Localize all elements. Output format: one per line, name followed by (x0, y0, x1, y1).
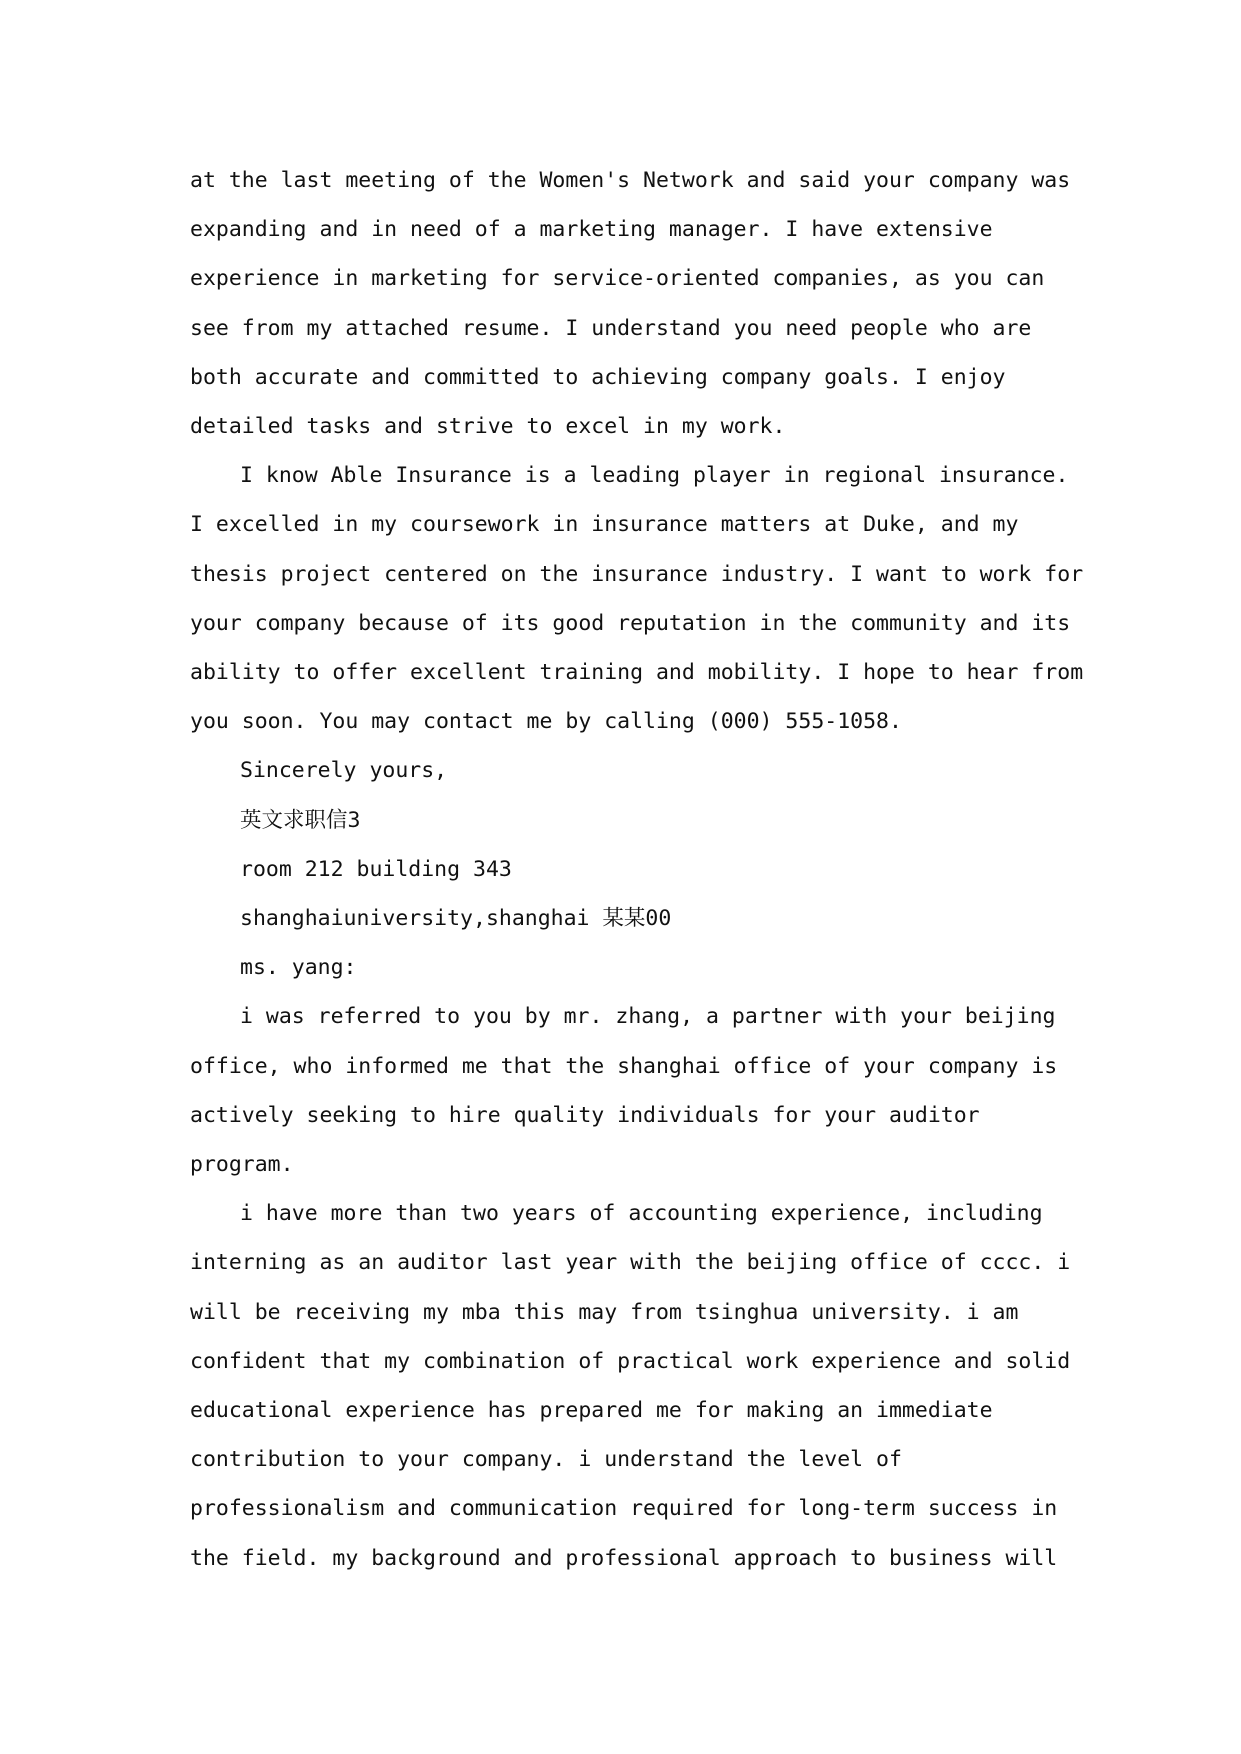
text-line: thesis project centered on the insurance industry. I want to work for (190, 561, 1084, 587)
paragraph-able-insurance (190, 451, 1084, 746)
text-line: ability to offer excellent training and mobility. I hope to hear from (190, 660, 1084, 686)
text-line: I excelled in my coursework in insurance matters at Duke, and my (190, 512, 1019, 538)
text-line: at the last meeting of the Women's Network and said your company was (190, 168, 1071, 193)
text-line: see from my attached resume. I understand you need people who are (190, 315, 1032, 341)
letter-3-title: 英文求职信3 (240, 807, 361, 833)
text-line: will be receiving my mba this may from tsinghua university. i am (190, 1299, 1019, 1325)
text-line: i have more than two years of accounting experience, including (240, 1201, 1043, 1227)
text-line: you soon. You may contact me by calling (000) 555-1058. (190, 709, 902, 735)
text-line: your company because of its good reputation in the community and its (190, 610, 1071, 636)
paragraph-marketing-experience (190, 156, 1070, 451)
closing-line: Sincerely yours, (240, 758, 448, 784)
text-line: confident that my combination of practical work experience and solid (190, 1348, 1071, 1374)
address-line-1: room 212 building 343 (240, 856, 512, 882)
text-line: actively seeking to hire quality individuals for your auditor (190, 1102, 980, 1128)
letter-body (190, 156, 1084, 1583)
text-line: i was referred to you by mr. zhang, a partner with your beijing (240, 1004, 1056, 1030)
text-line: office, who informed me that the shanghai office of your company is (190, 1053, 1058, 1079)
text-line: experience in marketing for service-oriented companies, as you can (190, 266, 1045, 292)
address-line-2: shanghaiuniversity,shanghai 某某00 (240, 906, 672, 932)
text-line: contribution to your company. i understand the level of (190, 1447, 902, 1473)
text-line: the field. my background and professional approach to business will (190, 1545, 1058, 1571)
paragraph-referral (190, 992, 1070, 1189)
text-line: professionalism and communication required for long-term success in (190, 1496, 1058, 1522)
salutation: ms. yang: (240, 955, 357, 981)
text-line: interning as an auditor last year with the beijing office of cccc. i (190, 1250, 1071, 1276)
text-line: educational experience has prepared me for making an immediate (190, 1398, 993, 1424)
text-line: both accurate and committed to achieving company goals. I enjoy (190, 364, 1006, 390)
text-line: program. (190, 1152, 294, 1178)
text-line: I know Able Insurance is a leading player in regional insurance. (240, 463, 1069, 489)
text-line: detailed tasks and strive to excel in my work. (190, 414, 786, 440)
text-line: expanding and in need of a marketing manager. I have extensive (190, 217, 993, 243)
paragraph-accounting-experience (190, 1189, 1070, 1583)
